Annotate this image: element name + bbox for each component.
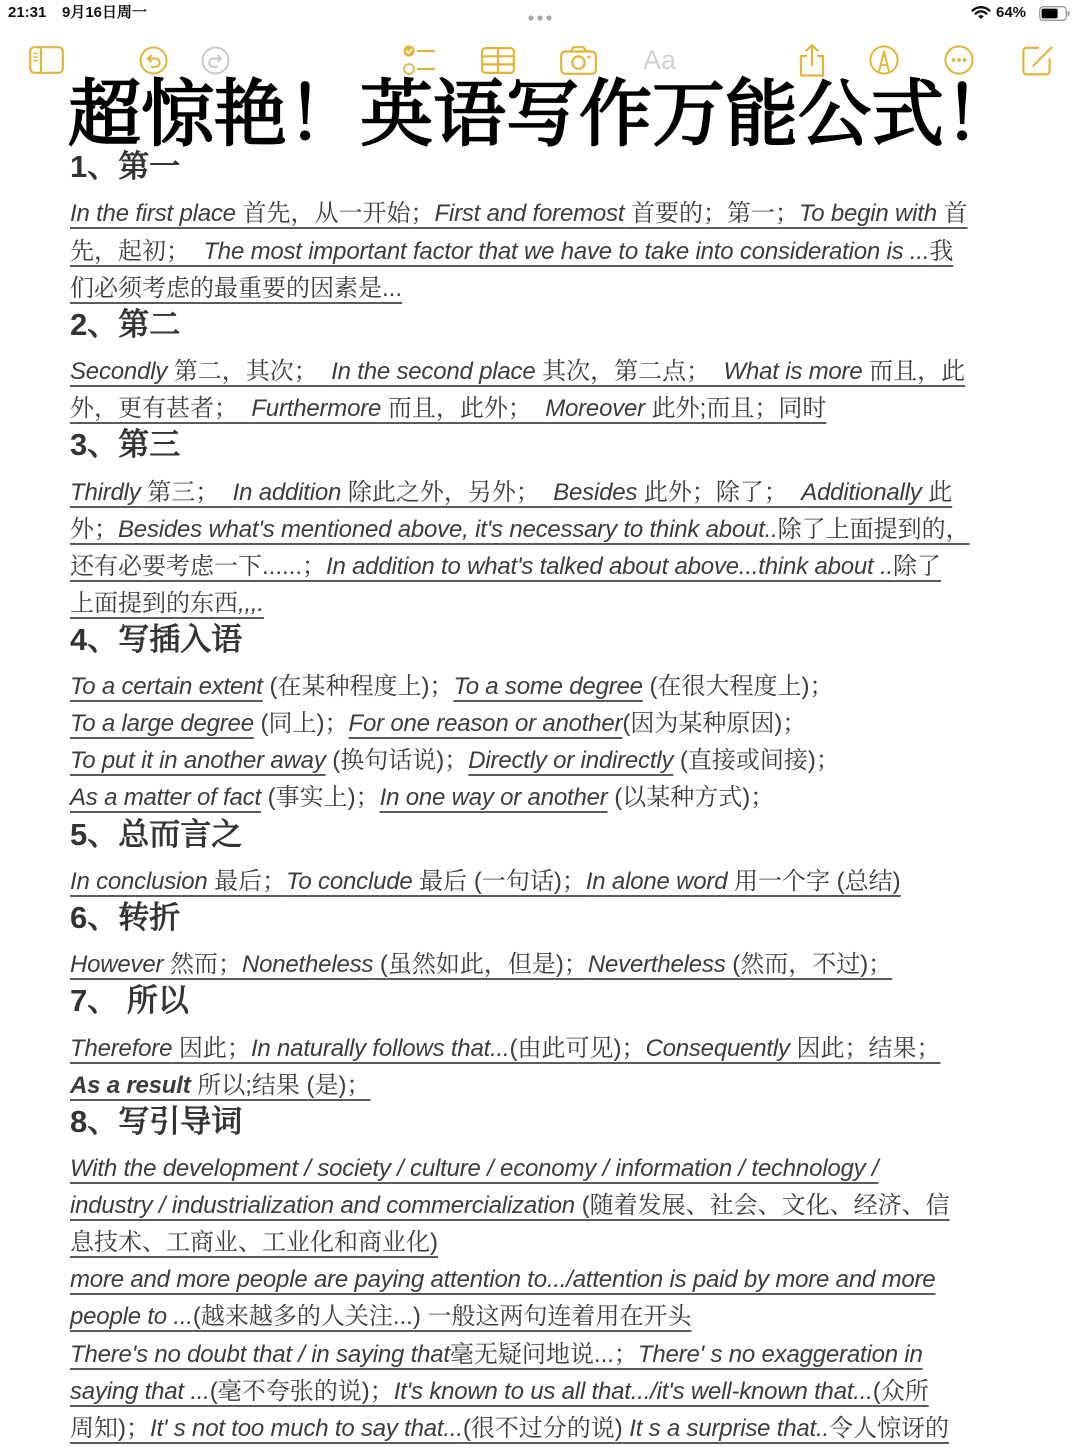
wifi-icon <box>971 5 991 25</box>
english-phrase: Moreover <box>545 395 645 423</box>
chinese-translation: 而且，此 <box>862 358 966 386</box>
chinese-translation: 还有必要考虑一下......； <box>70 552 327 580</box>
note-line <box>70 585 1070 622</box>
english-phrase: What is more <box>723 358 863 386</box>
checklist-icon <box>402 44 436 76</box>
chinese-translation: (毫不夸张的说)； <box>209 1377 394 1405</box>
english-phrase: Thirdly <box>70 478 141 506</box>
note-line <box>70 1410 1070 1447</box>
english-phrase: Secondly <box>70 358 168 386</box>
chinese-translation: (随着发展、社会、文化、经济、信 <box>574 1192 950 1220</box>
markup-button[interactable] <box>869 45 899 75</box>
chinese-translation: 首先，从一开始； <box>235 200 435 228</box>
chinese-translation: 然而； <box>163 951 242 979</box>
english-phrase: To conclude <box>286 867 413 895</box>
chinese-translation: 息技术、工商业、工业化和商业化) <box>70 1229 438 1257</box>
note-line <box>70 705 1070 742</box>
note-line <box>70 1373 1070 1410</box>
section-heading: 8、写引导词 <box>70 1103 243 1139</box>
english-phrase: Nevertheless <box>587 951 726 979</box>
note-title: 超惊艳！英语写作万能公式！ <box>68 74 1017 155</box>
section-heading: 5、总而言之 <box>70 816 243 852</box>
section-heading: 4、写插入语 <box>70 621 243 657</box>
status-time: 21:31 <box>8 4 47 21</box>
english-phrase: Besides <box>553 478 638 506</box>
sidebar-toggle-button[interactable] <box>29 46 64 74</box>
note-line <box>70 1336 1070 1373</box>
camera-button[interactable] <box>560 45 597 75</box>
english-phrase: In addition <box>232 478 342 506</box>
note-line <box>70 1150 1070 1187</box>
note-section <box>70 622 1070 817</box>
chinese-translation: (众所 <box>872 1377 929 1405</box>
chinese-translation: (因为某种原因)； <box>622 710 807 738</box>
chinese-translation: 外； <box>70 515 118 543</box>
section-heading: 2、第二 <box>70 306 181 342</box>
english-phrase: more and more people are paying attention to.../attention is paid by more and more <box>70 1266 936 1294</box>
chinese-translation: 最后； <box>207 867 287 895</box>
note-section <box>70 817 1070 900</box>
note-section <box>70 1104 1070 1447</box>
english-phrase: It's known to us all that.../it's well-known that... <box>393 1377 873 1405</box>
section-heading: 3、第三 <box>70 427 181 463</box>
chinese-translation: (虽然如此，但是)； <box>373 951 588 979</box>
note-line <box>70 390 1070 427</box>
english-phrase: people to ... <box>70 1303 193 1331</box>
section-heading: 7、 所以 <box>70 983 189 1019</box>
table-button[interactable] <box>481 47 515 74</box>
checklist-button[interactable] <box>402 44 436 76</box>
chinese-translation: 上面提到的东西 <box>70 589 238 617</box>
english-phrase: Furthermore <box>251 395 382 423</box>
english-phrase: The most important factor that we have to take into consideration is ... <box>203 237 930 265</box>
english-phrase: In addition to what's talked about above...think about .. <box>326 552 893 580</box>
status-bar <box>0 0 1080 28</box>
undo-icon <box>139 46 168 75</box>
chinese-translation: (直接或间接)； <box>673 747 840 775</box>
english-phrase: saying that ... <box>70 1377 210 1405</box>
redo-button[interactable] <box>201 46 230 75</box>
chinese-translation: 因此； <box>172 1034 251 1062</box>
chinese-translation: 们必须考虑的最重要的因素是... <box>70 274 403 302</box>
note-line <box>70 1067 1070 1104</box>
more-icon <box>944 45 974 75</box>
section-heading: 6、转折 <box>70 899 181 935</box>
multitasking-dots-icon[interactable] <box>524 9 556 17</box>
battery-percent: 64% <box>996 4 1027 21</box>
chinese-translation: (以某种方式)； <box>607 784 775 812</box>
english-phrase: To begin with <box>798 200 937 228</box>
chinese-translation: 此外；除了； <box>637 478 802 506</box>
chinese-translation: 除了 <box>892 552 941 580</box>
note-line <box>70 779 1070 816</box>
note-line <box>70 474 1070 511</box>
chinese-translation: 令人惊讶的 <box>828 1414 949 1442</box>
chinese-translation: (换句话说)； <box>325 747 469 775</box>
chinese-translation: 除此之外，另外； <box>341 478 554 506</box>
chinese-translation: (同上)； <box>253 710 349 738</box>
english-phrase: As a matter of fact <box>70 784 261 812</box>
english-phrase: Consequently <box>645 1034 790 1062</box>
share-button[interactable] <box>797 43 827 77</box>
english-phrase: First and foremost <box>434 200 625 228</box>
note-line <box>70 742 1070 779</box>
note-line <box>70 233 1070 270</box>
note-section <box>70 307 1070 427</box>
english-phrase: However <box>70 951 164 979</box>
note-line <box>70 1187 1070 1224</box>
chinese-translation: (事实上)； <box>260 784 380 812</box>
chinese-translation: 而且，此外； <box>381 395 546 423</box>
note-section <box>70 900 1070 983</box>
camera-icon <box>560 45 597 75</box>
chinese-translation: (很不过分的说) <box>462 1414 623 1442</box>
more-options-button[interactable] <box>944 45 974 75</box>
markup-icon <box>869 45 899 75</box>
chinese-translation: 周知)； <box>70 1414 150 1442</box>
english-phrase: With the development / society / culture / economy / information / technology / <box>70 1155 879 1183</box>
english-phrase: In naturally follows that... <box>250 1034 510 1062</box>
chinese-translation: 第二，其次； <box>167 358 332 386</box>
chinese-translation: (然而，不过)； <box>725 951 893 979</box>
note-line <box>70 548 1070 585</box>
english-phrase: It s a surprise that.. <box>622 1414 829 1442</box>
english-phrase: ,,,. <box>238 589 264 617</box>
note-line <box>70 863 1070 900</box>
undo-button[interactable] <box>139 46 168 75</box>
english-phrase: Nonetheless <box>241 951 374 979</box>
status-date: 9月16日周一 <box>62 4 148 21</box>
chinese-translation: (由此可见)； <box>509 1034 646 1062</box>
note-section <box>70 427 1070 622</box>
english-phrase: industry / industrialization and commercialization <box>70 1192 575 1220</box>
english-phrase: In alone word <box>585 867 728 895</box>
share-icon <box>797 43 827 77</box>
english-phrase: In conclusion <box>70 867 208 895</box>
english-phrase: For one reason or another <box>348 710 623 738</box>
english-phrase: In the first place <box>70 200 236 228</box>
chinese-translation: 第三； <box>140 478 233 506</box>
english-phrase: There' s no exaggeration in <box>637 1340 923 1368</box>
note-line <box>70 195 1070 232</box>
chinese-translation: (在很大程度上)； <box>642 673 834 701</box>
note-line <box>70 511 1070 548</box>
compose-button[interactable] <box>1021 44 1053 76</box>
note-line <box>70 1030 1070 1067</box>
chinese-translation: 其次，第二点； <box>535 358 724 386</box>
note-sections <box>70 149 1070 1447</box>
chinese-translation: (在某种程度上)； <box>262 673 454 701</box>
chinese-translation: 所以;结果 (是)； <box>190 1071 371 1099</box>
compose-icon <box>1021 44 1053 76</box>
chinese-translation: 用一个字 (总结) <box>727 867 901 895</box>
english-phrase: In the second place <box>331 358 536 386</box>
note-line <box>70 1298 1070 1335</box>
chinese-translation: 此外;而且；同时 <box>644 395 827 423</box>
english-phrase: Besides what's mentioned above, it's necessary to think about.. <box>118 515 778 543</box>
english-phrase: Additionally <box>801 478 922 506</box>
chinese-translation: 先，起初； <box>70 237 204 265</box>
note-line <box>70 1224 1070 1261</box>
english-phrase: To put it in another away <box>70 747 326 775</box>
note-section <box>70 149 1070 307</box>
note-section <box>70 983 1070 1103</box>
note-line <box>70 946 1070 983</box>
sidebar-toggle-icon <box>29 46 64 74</box>
chinese-translation: 因此；结果； <box>789 1034 941 1062</box>
english-phrase: There's no doubt that / in saying that <box>70 1340 450 1368</box>
english-phrase: Directly or indirectly <box>468 747 674 775</box>
english-phrase: To a some degree <box>453 673 643 701</box>
note-line <box>70 353 1070 390</box>
chinese-translation: 外，更有甚者； <box>70 395 252 423</box>
english-phrase: In one way or another <box>379 784 608 812</box>
chinese-translation: (越来越多的人关注...) 一般这两句连着用在开头 <box>192 1303 692 1331</box>
section-heading: 1、第一 <box>70 149 181 185</box>
chinese-translation: 此 <box>921 478 953 506</box>
english-phrase: To a large degree <box>70 710 254 738</box>
english-phrase: Therefore <box>70 1034 173 1062</box>
english-phrase: As a result <box>70 1071 191 1099</box>
chinese-translation: 首 <box>936 200 968 228</box>
note-line <box>70 1261 1070 1298</box>
chinese-translation: 首要的；第一； <box>624 200 799 228</box>
note-line <box>70 270 1070 307</box>
english-phrase: To a certain extent <box>70 673 263 701</box>
english-phrase: It' s not too much to say that... <box>150 1414 463 1442</box>
chinese-translation: 毫无疑问地说...； <box>449 1340 638 1368</box>
battery-icon <box>1039 6 1071 26</box>
chinese-translation: 除了上面提到的， <box>777 515 970 543</box>
note-line <box>70 668 1070 705</box>
text-format-button[interactable]: Aa <box>643 45 677 75</box>
redo-icon <box>201 46 230 75</box>
chinese-translation: 我 <box>929 237 954 265</box>
table-icon <box>481 47 515 74</box>
chinese-translation: 最后 (一句话)； <box>412 867 586 895</box>
